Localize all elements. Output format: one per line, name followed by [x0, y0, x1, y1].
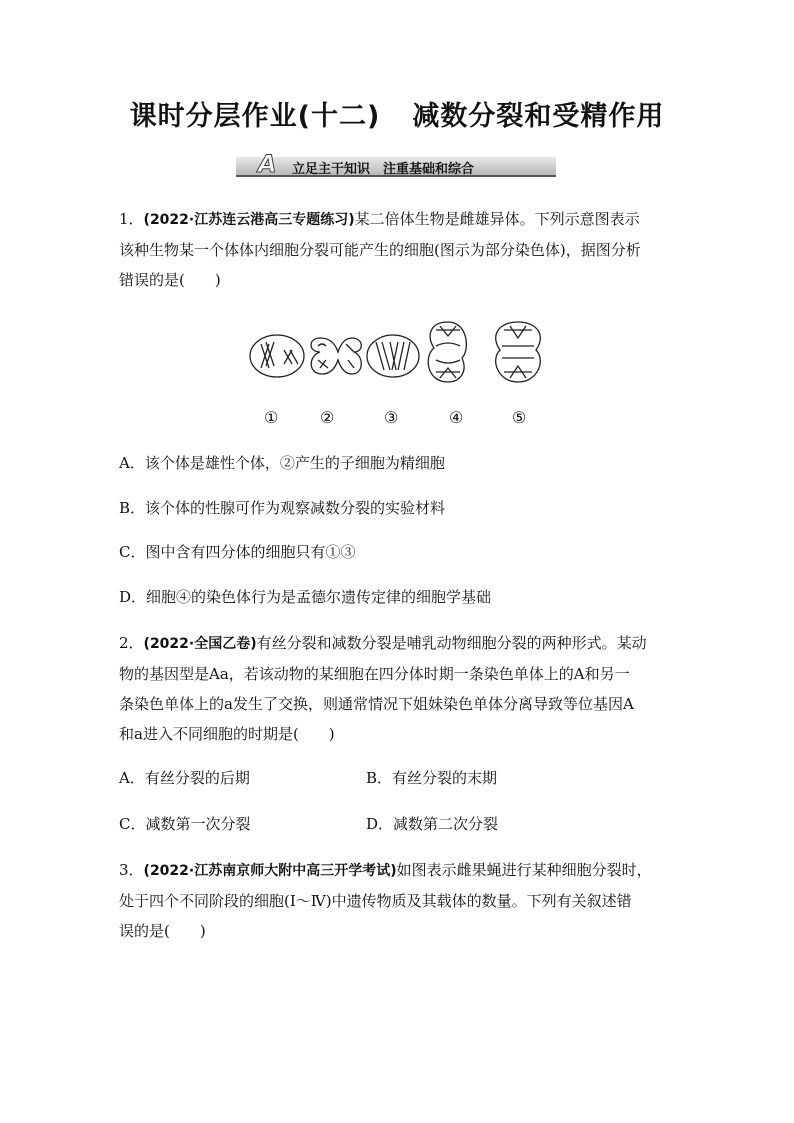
figure-labels [0, 408, 794, 430]
q2-source: (2022·全国乙卷) [143, 636, 257, 652]
question-3-stem [119, 855, 675, 946]
q1-line-1 [119, 204, 675, 235]
q2-line-4: 和a进入不同细胞的时期是( ) [119, 725, 335, 743]
q1-option-b: B．该个体的性腺可作为观察减数分裂的实验材料 [119, 499, 446, 517]
q2-option-b: B．有丝分裂的末期 [366, 769, 498, 787]
q2-option-c: C．减数第一次分裂 [119, 815, 251, 833]
q3-line-2: 处于四个不同阶段的细胞(Ⅰ～Ⅳ)中遗传物质及其载体的数量。下列有关叙述错 [119, 892, 632, 910]
cell-2-diagram [311, 338, 361, 374]
q2-option-d: D．减数第二次分裂 [366, 815, 499, 833]
question-2-stem [119, 628, 675, 749]
q1-option-d: D．细胞④的染色体行为是孟德尔遗传定律的细胞学基础 [119, 588, 492, 606]
q1-number: 1． [119, 210, 144, 228]
cell-1-diagram [250, 335, 304, 377]
q3-text-1: 如图表示雌果蝇进行某种细胞分裂时， [396, 861, 652, 879]
cell-5-diagram [496, 322, 541, 382]
q3-source: (2022·江苏南京师大附中高三开学考试) [143, 863, 397, 879]
section-banner [236, 150, 556, 178]
q2-line-2: 物的基因型是Aa，若该动物的某细胞在四分体时期一条染色单体上的A和另一 [119, 665, 630, 683]
cell-3-diagram [367, 335, 419, 377]
figure-label-1: ① [264, 408, 279, 427]
figure-label-5: ⑤ [512, 408, 527, 427]
q1-line-2: 该种生物某一个体体内细胞分裂可能产生的细胞(图示为部分染色体)，据图分析 [119, 241, 641, 259]
page-title [0, 94, 794, 133]
q1-text-1: 某二倍体生物是雌雄异体。下列示意图表示 [354, 210, 640, 228]
cell-4-diagram [428, 322, 466, 382]
figure-label-4: ④ [449, 408, 464, 427]
question-1-stem [119, 204, 675, 295]
figure-label-2: ② [320, 408, 335, 427]
q1-line-3: 错误的是( ) [119, 271, 221, 289]
q2-text-1: 有丝分裂和减数分裂是哺乳动物细胞分裂的两种形式。某动 [256, 634, 647, 652]
q1-source: (2022·江苏连云港高三专题练习) [143, 212, 355, 228]
q2-line-3: 条染色单体上的a发生了交换，则通常情况下姐妹染色单体分离导致等位基因A [119, 695, 634, 713]
q1-option-c: C．图中含有四分体的细胞只有①③ [119, 543, 356, 561]
q1-option-a: A．该个体是雄性个体，②产生的子细胞为精细胞 [119, 454, 445, 472]
q2-option-a: A．有丝分裂的后期 [119, 769, 250, 787]
q3-line-3: 误的是( ) [119, 922, 206, 940]
banner-text: 立足主干知识 注重基础和综合 [292, 162, 475, 177]
q3-line-1 [119, 855, 675, 886]
title-sub: 减数分裂和受精作用 [412, 101, 665, 132]
title-main: 课时分层作业(十二) [129, 101, 381, 132]
cell-division-figure [248, 316, 554, 388]
banner-letter: A [258, 150, 277, 178]
q2-line-1 [119, 628, 675, 659]
q2-number: 2． [119, 634, 144, 652]
q3-number: 3． [119, 861, 144, 879]
figure-label-3: ③ [384, 408, 399, 427]
